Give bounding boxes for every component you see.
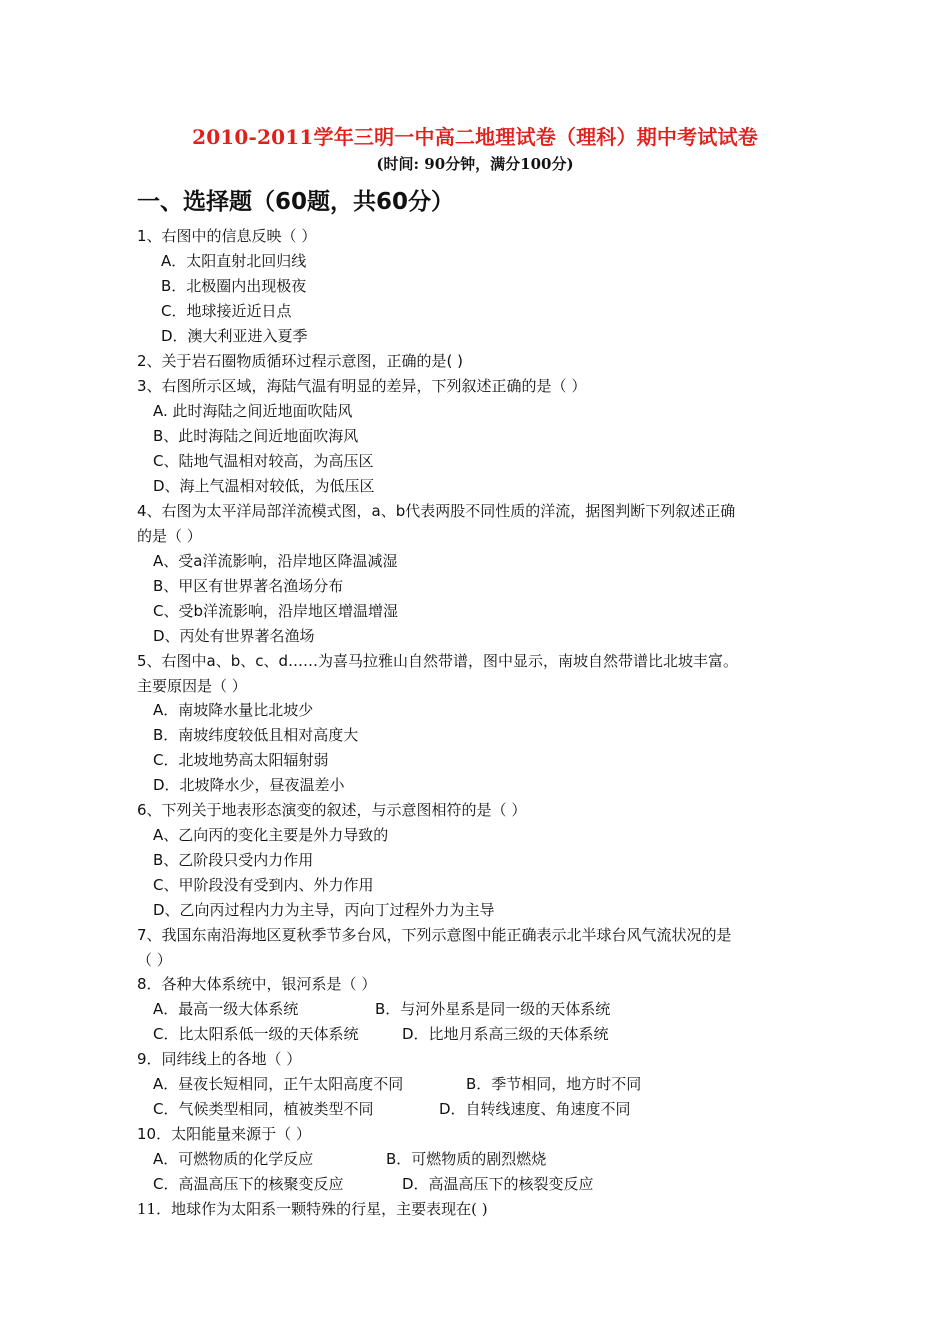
question-6-option-d: D、乙向丙过程内力为主导，丙向丁过程外力为主导 — [153, 901, 495, 919]
question-10-option-d: D．高温高压下的核裂变反应 — [402, 1175, 594, 1193]
question-3-option-d: D、海上气温相对较低，为低压区 — [153, 477, 375, 495]
question-4-option-c: C、受b洋流影响，沿岸地区增温增湿 — [153, 602, 398, 620]
question-11-stem: 11．地球作为太阳系一颗特殊的行星，主要表现在( ) — [137, 1200, 488, 1218]
question-3-option-a: A. 此时海陆之间近地面吹陆风 — [153, 402, 353, 420]
question-10-option-a: A．可燃物质的化学反应 — [153, 1150, 314, 1168]
question-3-option-c: C、陆地气温相对较高，为高压区 — [153, 452, 374, 470]
question-8-option-d: D．比地月系高三级的天体系统 — [402, 1025, 609, 1043]
question-5-stem: 5、右图中a、b、c、d……为喜马拉雅山自然带谱，图中显示，南坡自然带谱比北坡丰富。 — [137, 652, 739, 670]
question-5-option-c: C．北坡地势高太阳辐射弱 — [153, 751, 329, 769]
question-4-stem-cont: 的是（ ） — [137, 527, 202, 545]
question-1-option-d: D．澳大利亚进入夏季 — [161, 327, 308, 345]
exam-subtitle: (时间: 90分钟，满分100分) — [376, 155, 574, 173]
question-6-option-b: B、乙阶段只受内力作用 — [153, 851, 314, 869]
question-6-option-c: C、甲阶段没有受到内、外力作用 — [153, 876, 374, 894]
question-5-stem-cont: 主要原因是（ ） — [137, 677, 247, 695]
question-2-stem: 2、关于岩石圈物质循环过程示意图，正确的是( ) — [137, 352, 464, 370]
question-8-option-c: C．比太阳系低一级的天体系统 — [153, 1025, 359, 1043]
question-6-stem: 6、下列关于地表形态演变的叙述，与示意图相符的是（ ） — [137, 801, 527, 819]
question-4-option-d: D、丙处有世界著名渔场 — [153, 627, 315, 645]
question-9-stem: 9．同纬线上的各地（ ） — [137, 1050, 302, 1068]
question-7-stem-cont: （ ） — [137, 951, 172, 969]
question-10-option-c: C．高温高压下的核聚变反应 — [153, 1175, 344, 1193]
question-7-stem: 7、我国东南沿海地区夏秋季节多台风，下列示意图中能正确表示北半球台风气流状况的是 — [137, 926, 732, 944]
question-9-option-a: A．昼夜长短相同，正午太阳高度不同 — [153, 1075, 404, 1093]
question-5-option-a: A．南坡降水量比北坡少 — [153, 701, 314, 719]
question-8-stem: 8．各种大体系统中，银河系是（ ） — [137, 975, 377, 993]
question-1-option-b: B．北极圈内出现极夜 — [161, 277, 307, 295]
question-9-option-c: C．气候类型相同，植被类型不同 — [153, 1100, 374, 1118]
question-3-option-b: B、此时海陆之间近地面吹海风 — [153, 427, 359, 445]
question-6-option-a: A、乙向丙的变化主要是外力导致的 — [153, 826, 389, 844]
question-5-option-b: B．南坡纬度较低且相对高度大 — [153, 726, 359, 744]
question-4-option-b: B、甲区有世界著名渔场分布 — [153, 577, 344, 595]
question-3-stem: 3、右图所示区域，海陆气温有明显的差异，下列叙述正确的是（ ） — [137, 377, 587, 395]
question-10-stem: 10．太阳能量来源于（ ） — [137, 1125, 311, 1143]
question-4-option-a: A、受a洋流影响，沿岸地区降温减湿 — [153, 552, 398, 570]
section-heading: 一、选择题（60题，共60分） — [137, 189, 455, 215]
question-8-option-a: A．最高一级大体系统 — [153, 1000, 299, 1018]
question-9-option-d: D．自转线速度、角速度不同 — [439, 1100, 631, 1118]
question-1-option-a: A．太阳直射北回归线 — [161, 252, 307, 270]
exam-title: 2010-2011学年三明一中高二地理试卷（理科）期中考试试卷 — [192, 125, 758, 149]
question-5-option-d: D．北坡降水少，昼夜温差小 — [153, 776, 345, 794]
question-9-option-b: B．季节相同，地方时不同 — [466, 1075, 642, 1093]
question-4-stem: 4、右图为太平洋局部洋流模式图，a、b代表两股不同性质的洋流，据图判断下列叙述正确 — [137, 502, 736, 520]
question-10-option-b: B．可燃物质的剧烈燃烧 — [386, 1150, 547, 1168]
question-1-option-c: C．地球接近近日点 — [161, 302, 292, 320]
question-1-stem: 1、右图中的信息反映（ ） — [137, 227, 317, 245]
question-8-option-b: B．与河外星系是同一级的天体系统 — [375, 1000, 611, 1018]
